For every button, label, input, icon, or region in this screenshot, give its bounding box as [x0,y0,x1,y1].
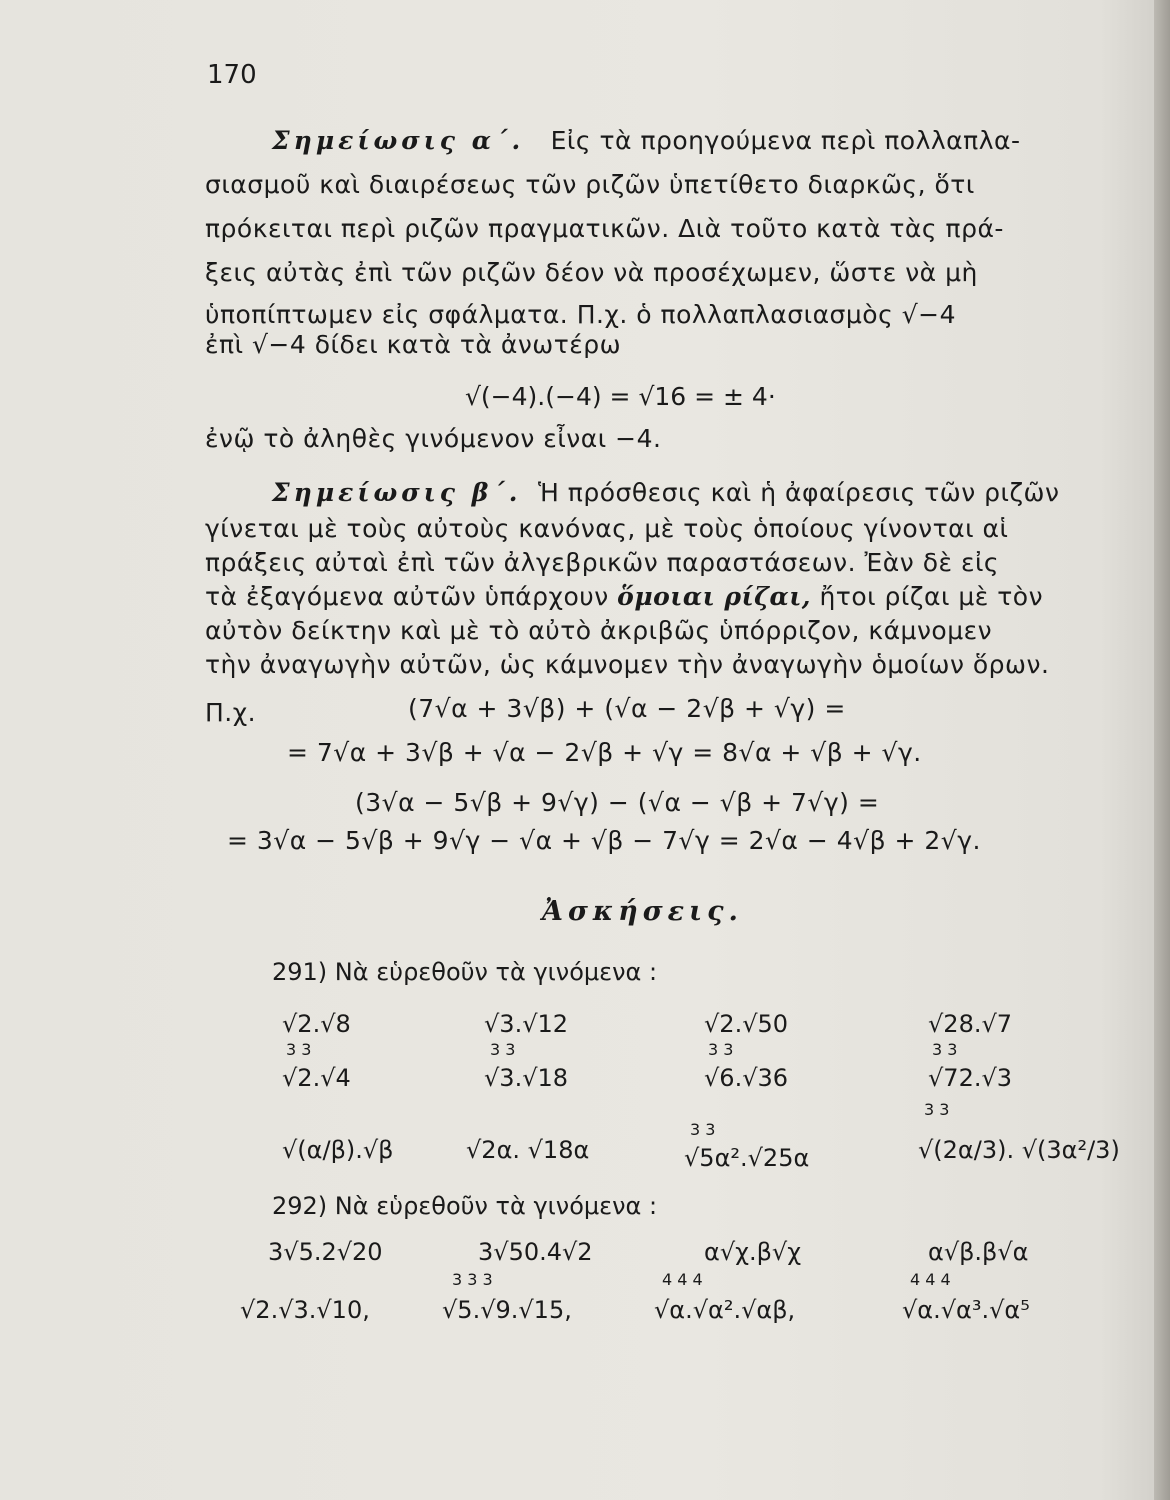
equation-4: = 3√α − 5√β + 9√γ − √α + √β − 7√γ = 2√α − 4√β + 2√γ. [227,826,981,855]
exercise-item: √2α. √18α [466,1136,590,1164]
exercise-item: √2.√3.√10, [240,1296,370,1324]
exercise-item: √α.√α².√αβ, [654,1296,796,1324]
exercise-item: √3.√18 [484,1064,569,1092]
radical-index: 3 3 3 [452,1270,493,1289]
note-a-conclusion: ἐνῷ τὸ ἀληθὲς γινόμενον εἶναι −4. [205,424,662,453]
exercises-heading: Ἀσκήσεις. [542,896,743,927]
note-b-line [205,582,1043,611]
radical-index: 3 3 [932,1040,958,1059]
note-a-line: ὑποπίπτωμεν εἰς σφάλματα. Π.χ. ὁ πολλαπλασιασμὸς √−4 [205,300,956,329]
exercise-item: √2.√50 [704,1010,789,1038]
exercise-item: √28.√7 [928,1010,1013,1038]
note-b-text: τὰ ἐξαγόμενα αὐτῶν ὑπάρχουν [205,582,618,611]
page-number: 170 [207,60,257,90]
radical-index: 3 3 [286,1040,312,1059]
radical-index: 4 4 4 [662,1270,703,1289]
note-b-line: γίνεται μὲ τοὺς αὐτοὺς κανόνας, μὲ τοὺς ὁποίους γίνονται αἱ [205,514,1009,543]
note-b-line: αὐτὸν δείκτην καὶ μὲ τὸ αὐτὸ ἀκριβῶς ὑπόρριζον, κάμνομεν [205,616,993,645]
equation-2: = 7√α + 3√β + √α − 2√β + √γ = 8√α + √β + √γ. [287,738,922,767]
radical-index: 3 3 [690,1120,716,1139]
radical-index: 3 3 [708,1040,734,1059]
note-b-label: Σημείωσις β΄. [272,478,522,507]
exercise-item: √5α².√25α [684,1144,810,1172]
exercise-item: √α.√α³.√α⁵ [902,1296,1030,1324]
note-b-text: ἤτοι ρίζαι μὲ τὸν [811,582,1044,611]
exercise-item: √2.√4 [282,1064,351,1092]
exercise-item: α√χ.β√χ [704,1238,802,1266]
exercise-item: √5.√9.√15, [442,1296,572,1324]
equation-3: (3√α − 5√β + 9√γ) − (√α − √β + 7√γ) = [355,788,880,817]
note-a-line: ἐπὶ √−4 δίδει κατὰ τὰ ἀνωτέρω [205,330,622,359]
exercise-item: √(2α/3). √(3α²/3) [918,1136,1120,1164]
exercise-item: √3.√12 [484,1010,569,1038]
note-b-text: Ἡ πρόσθεσις καὶ ἡ ἀφαίρεσις τῶν ριζῶν [537,478,1060,507]
note-b-line: τὴν ἀναγωγὴν αὐτῶν, ὡς κάμνομεν τὴν ἀναγωγὴν ὁμοίων ὅρων. [205,650,1050,679]
note-b-line: πράξεις αὐταὶ ἐπὶ τῶν ἀλγεβρικῶν παραστάσεων. Ἐὰν δὲ εἰς [205,548,1000,577]
exercise-item: √6.√36 [704,1064,789,1092]
note-a-line: σιασμοῦ καὶ διαιρέσεως τῶν ριζῶν ὑπετίθετο διαρκῶς, ὅτι [205,170,975,199]
exercise-item: √2.√8 [282,1010,351,1038]
note-a-label: Σημείωσις α΄. [272,126,525,155]
radical-index: 4 4 4 [910,1270,951,1289]
radical-index: 3 3 [490,1040,516,1059]
note-b-first-line [272,478,1059,507]
exercise-292-title: 292) Νὰ εὑρεθοῦν τὰ γινόμενα : [272,1192,658,1220]
note-a-equation: √(−4).(−4) = √16 = ± 4· [465,382,776,411]
radical-index: 3 3 [924,1100,950,1119]
note-a-line: πρόκειται περὶ ριζῶν πραγματικῶν. Διὰ τοῦτο κατὰ τὰς πρά- [205,214,1004,243]
note-a-first-line [272,126,1021,155]
note-b-emphasis: ὅμοιαι ρίζαι, [617,582,811,611]
exercise-291-title: 291) Νὰ εὑρεθοῦν τὰ γινόμενα : [272,958,658,986]
exercise-item: √(α/β).√β [282,1136,394,1164]
exercise-item: α√β.β√α [928,1238,1029,1266]
exercise-item: 3√50.4√2 [478,1238,593,1266]
example-label: Π.χ. [205,698,257,727]
page-gutter [1154,0,1170,1500]
exercise-item: √72.√3 [928,1064,1013,1092]
equation-1: (7√α + 3√β) + (√α − 2√β + √γ) = [408,694,846,723]
note-a-text: Εἰς τὰ προηγούμενα περὶ πολλαπλα- [550,126,1021,155]
exercise-item: 3√5.2√20 [268,1238,383,1266]
note-a-line: ξεις αὐτὰς ἐπὶ τῶν ριζῶν δέον νὰ προσέχωμεν, ὥστε νὰ μὴ [205,258,978,287]
